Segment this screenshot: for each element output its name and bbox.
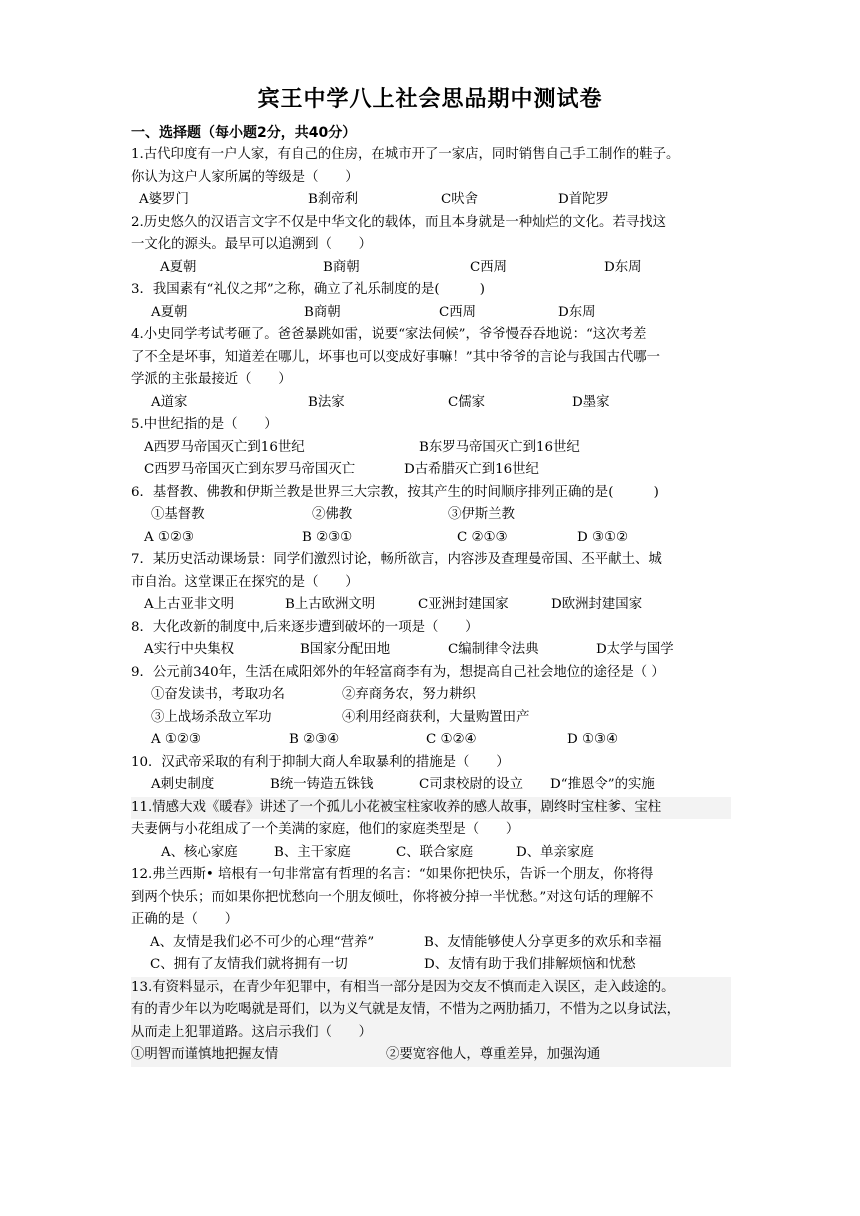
option-a: A刺史制度 — [151, 777, 215, 792]
option-a: A婆罗门 — [139, 192, 189, 207]
item-4: ④利用经商获利，大量购置田产 — [342, 709, 530, 725]
item-2: ②佛教 — [312, 507, 353, 522]
item-3: ③伊斯兰教 — [448, 507, 515, 522]
item-1: ①奋发读书，考取功名 — [151, 687, 285, 702]
question-1-line-2: 你认为这户人家所属的等级是（ ） — [131, 169, 359, 185]
option-a: A上古亚非文明 — [144, 597, 235, 612]
question-list — [131, 144, 731, 1067]
option-d: D欧洲封建国家 — [551, 597, 643, 612]
section-heading: 一、选择题（每小题2分，共40分） — [131, 125, 357, 141]
question-9-items-row-1 — [131, 684, 731, 707]
item-2: ②要宽容他人，尊重差异，加强沟通 — [386, 1047, 601, 1062]
question-12-line-2: 到两个快乐；而如果你把忧愁向一个朋友倾吐，你将被分掉一半忧愁。”对这句话的理解不 — [131, 889, 654, 905]
option-a: A夏朝 — [151, 304, 188, 320]
item-1: ①明智而谨慎地把握友情 — [131, 1047, 279, 1062]
option-a: A ①②③ — [144, 529, 194, 545]
option-d: D、友情有助于我们排解烦恼和忧愁 — [424, 957, 636, 972]
question-13-line-1: 13.有资料显示，在青少年犯罪中，有相当一部分是因为交友不慎而走入误区，走入歧途的。 — [131, 977, 731, 1000]
question-3-options — [131, 302, 731, 325]
option-c: C西周 — [470, 259, 508, 275]
option-a: A、核心家庭 — [161, 844, 238, 860]
item-3: ③上战场杀敌立军功 — [151, 709, 272, 725]
option-b: B国家分配田地 — [300, 642, 391, 657]
question-8-options — [131, 639, 731, 662]
option-b: B、主干家庭 — [274, 844, 351, 860]
option-b: B刹帝利 — [308, 192, 359, 207]
option-c: C吠舍 — [441, 192, 479, 207]
option-b: B统一铸造五铢钱 — [270, 777, 374, 792]
option-c: C ①②④ — [426, 732, 477, 747]
question-11-line-2: 夫妻俩与小花组成了一个美满的家庭，他们的家庭类型是（ ） — [131, 822, 520, 837]
question-5-options-row-1 — [131, 437, 731, 460]
option-d: D墨家 — [572, 394, 610, 410]
option-c: C ②①③ — [457, 529, 508, 545]
question-11-options — [131, 842, 731, 865]
question-2-options — [131, 257, 731, 280]
question-7-line-1: 7．某历史活动课场景：同学们激烈讨论，畅所欲言，内容涉及查理曼帝国、丕平献土、城 — [131, 552, 662, 567]
question-13-items — [131, 1044, 731, 1067]
question-6-line-1: 6．基督教、佛教和伊斯兰教是世界三大宗教，按其产生的时间顺序排列正确的是( ) — [131, 484, 659, 500]
option-c: C司隶校尉的设立 — [419, 777, 523, 792]
option-b: B ②③④ — [289, 732, 340, 747]
option-b: B法家 — [308, 394, 345, 410]
question-3-line-1: 3．我国素有“礼仪之邦”之称，确立了礼乐制度的是( ) — [131, 282, 486, 297]
question-2-line-2: 一文化的源头。最早可以追溯到（ ） — [131, 237, 373, 252]
option-d: D古希腊灭亡到16世纪 — [404, 462, 539, 477]
question-12-line-1: 12.弗兰西斯• 培根有一句非常富有哲理的名言：“如果你把快乐，告诉一个朋友，你将得 — [131, 867, 654, 882]
question-4-line-1: 4.小史同学考试考砸了。爸爸暴跳如雷，说要“家法伺候”，爷爷慢吞吞地说：“这次考差 — [131, 327, 647, 342]
option-d: D东周 — [604, 259, 642, 275]
option-a: A ①②③ — [151, 732, 201, 747]
option-d: D ③①② — [577, 529, 629, 545]
item-2: ②弃商务农，努力耕织 — [342, 687, 476, 702]
option-b: B商朝 — [304, 304, 341, 320]
option-c: C亚洲封建国家 — [418, 597, 509, 612]
option-b: B ②③① — [302, 529, 353, 545]
question-7-line-2: 市自治。这堂课正在探究的是（ ） — [131, 574, 359, 590]
option-c: C西罗马帝国灭亡到东罗马帝国灭亡 — [144, 462, 356, 477]
option-c: C西周 — [439, 304, 477, 320]
question-2-line-1: 2.历史悠久的汉语言文字不仅是中华文化的载体，而且本身就是一种灿烂的文化。若寻找这 — [131, 214, 667, 230]
option-b: B商朝 — [323, 259, 360, 275]
question-6-options — [131, 527, 731, 550]
option-d: D东周 — [558, 304, 596, 320]
option-d: D、单亲家庭 — [516, 844, 594, 860]
question-9-items-row-2 — [131, 707, 731, 730]
question-12-options-row-1 — [131, 932, 731, 955]
option-c: C、拥有了友情我们就将拥有一切 — [150, 957, 348, 972]
question-10-line-1: 10．汉武帝采取的有利于抑制大商人牟取暴利的措施是（ ） — [131, 754, 510, 770]
option-d: D首陀罗 — [558, 192, 609, 207]
question-11-line-1: 11.情感大戏《暖春》讲述了一个孤儿小花被宝柱家收养的感人故事，剧终时宝柱爹、宝柱 — [131, 797, 731, 820]
option-b: B上古欧洲文明 — [285, 597, 376, 612]
option-a: A、友情是我们必不可少的心理“营养” — [150, 934, 375, 950]
question-12-options-row-2 — [131, 954, 731, 977]
question-4-line-2: 了不全是坏事，知道差在哪儿，坏事也可以变成好事嘛！”其中爷爷的言论与我国古代哪一 — [131, 349, 661, 365]
option-a: A西罗马帝国灭亡到16世纪 — [144, 439, 305, 455]
question-1-line-1: 1.古代印度有一户人家，有自己的住房，在城市开了一家店，同时销售自己手工制作的鞋子。 — [131, 147, 680, 162]
question-13-line-3: 从而走上犯罪道路。这启示我们（ ） — [131, 1022, 731, 1045]
question-12-line-3: 正确的是（ ） — [131, 912, 239, 927]
question-6-items — [131, 504, 731, 527]
question-9-options — [131, 729, 731, 752]
option-c: C、联合家庭 — [396, 844, 474, 860]
question-5-line-1: 5.中世纪指的是（ ） — [131, 417, 278, 432]
question-13-line-2: 有的青少年以为吃喝就是哥们，以为义气就是友情，不惜为之两肋插刀，不惜为之以身试法， — [131, 999, 731, 1022]
option-d: D“推恩令”的实施 — [550, 777, 655, 792]
option-c: C儒家 — [448, 394, 486, 410]
option-b: B、友情能够使人分享更多的欢乐和幸福 — [424, 934, 662, 950]
question-4-line-3: 学派的主张最接近（ ） — [131, 372, 292, 387]
option-d: D太学与国学 — [596, 642, 674, 657]
question-5-options-row-2 — [131, 459, 731, 482]
question-1-options — [131, 189, 731, 212]
option-d: D ①③④ — [567, 732, 619, 747]
exam-title: 宾王中学八上社会思品期中测试卷 — [257, 87, 603, 112]
option-a: A实行中央集权 — [144, 642, 235, 657]
question-4-options — [131, 392, 731, 415]
option-a: A道家 — [151, 394, 188, 410]
option-b: B东罗马帝国灭亡到16世纪 — [419, 439, 580, 455]
option-c: C编制律令法典 — [448, 642, 539, 657]
option-a: A夏朝 — [160, 259, 197, 275]
question-8-line-1: 8．大化改新的制度中,后来逐步遭到破坏的一项是（ ） — [131, 619, 479, 635]
question-9-line-1: 9．公元前340年，生活在咸阳郊外的年轻富商李有为，想提高自己社会地位的途径是（ ） — [131, 664, 665, 680]
question-10-options — [131, 774, 731, 797]
question-7-options — [131, 594, 731, 617]
item-1: ①基督教 — [151, 507, 205, 522]
